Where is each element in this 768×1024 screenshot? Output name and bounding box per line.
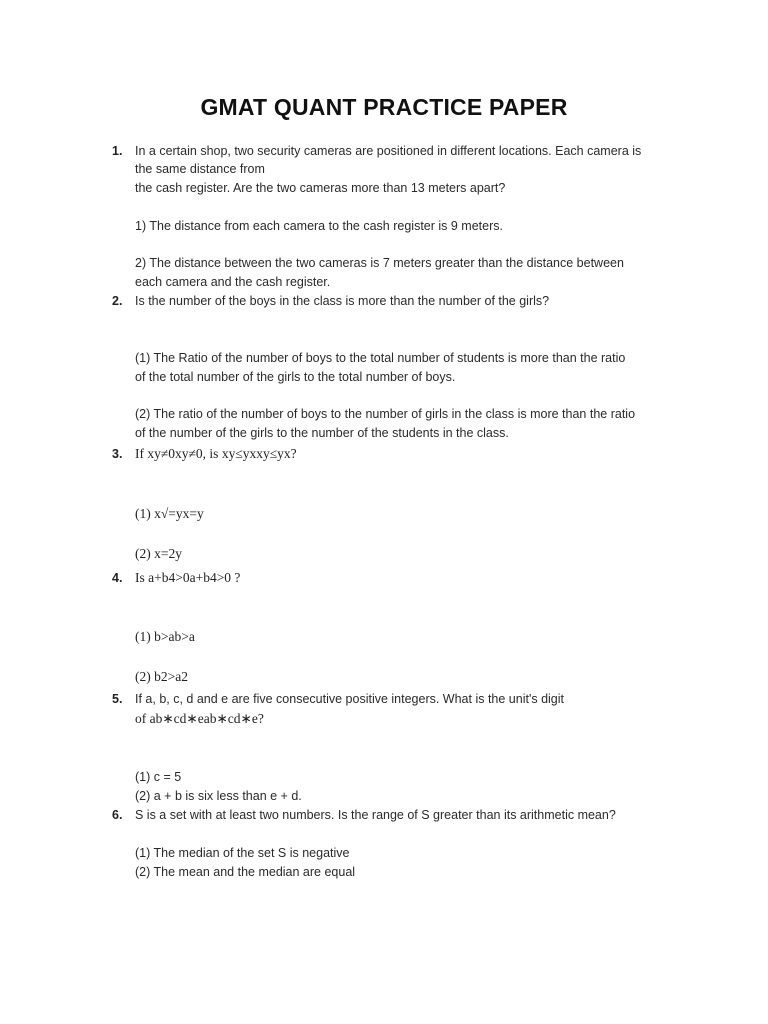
question-text: the cash register. Are the two cameras more than 13 meters apart? [135,181,506,195]
question-number: 4. [112,571,123,585]
question-text: Is the number of the boys in the class is more than the number of the girls? [135,294,550,308]
question-number: 3. [112,447,123,461]
statement-text: (1) b>ab>a [135,629,195,644]
statement-text: 2) The distance between the two cameras is 7 meters greater than the distance between [135,256,624,270]
statement-text: (2) a + b is six less than e + d. [135,789,302,803]
question-number: 1. [112,144,123,158]
statement-text: (2) The mean and the median are equal [135,865,356,879]
statement-text: of the number of the girls to the number of the students in the class. [135,426,509,440]
question-number: 6. [112,808,123,822]
statement-text: (1) The median of the set S is negative [135,846,350,860]
statement-text: (2) b2>a2 [135,669,188,684]
question-text: S is a set with at least two numbers. Is the range of S greater than its arithmetic mean? [135,808,616,822]
statement-text: (1) The Ratio of the number of boys to the total number of students is more than the ratio [135,351,626,365]
statement-text: (1) x√=yx=y [135,506,204,521]
question-text: the same distance from [135,162,265,176]
statement-text: (2) x=2y [135,546,182,561]
question-text: Is a+b4>0a+b4>0 ? [135,570,241,585]
statement-text: of the total number of the girls to the total number of boys. [135,370,456,384]
question-number: 2. [112,294,123,308]
question-text: If xy≠0xy≠0, is xy≤yxxy≤yx? [135,446,297,461]
question-number: 5. [112,692,123,706]
question-text: of ab∗cd∗eab∗cd∗e? [135,711,264,726]
page-title: GMAT QUANT PRACTICE PAPER [200,94,568,120]
statement-text: (1) c = 5 [135,770,182,784]
statement-text: (2) The ratio of the number of boys to the number of girls in the class is more than the ratio [135,407,636,421]
statement-text: 1) The distance from each camera to the cash register is 9 meters. [135,219,503,233]
question-text: In a certain shop, two security cameras are positioned in different locations. Each camera is [135,144,642,158]
question-text: If a, b, c, d and e are five consecutive positive integers. What is the unit's digit [135,692,564,706]
statement-text: each camera and the cash register. [135,275,331,289]
